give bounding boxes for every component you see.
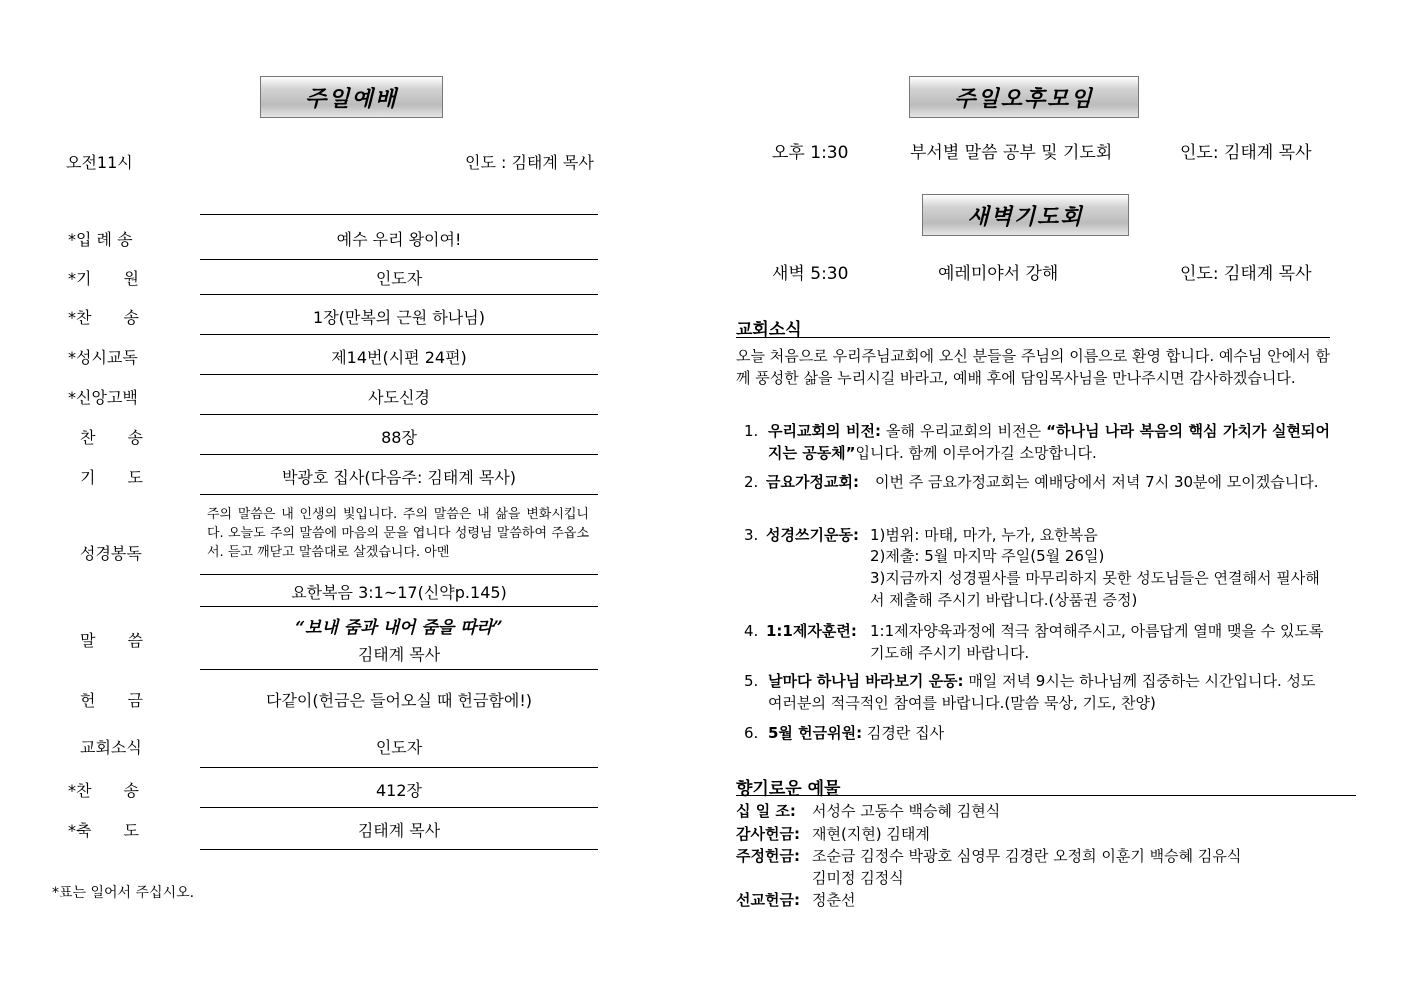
- news-item-title: 날마다 하나님 바라보기 운동:: [768, 672, 964, 690]
- offering-names: 정춘선: [812, 891, 856, 909]
- offering-label: 감사헌금:: [736, 825, 800, 843]
- sermon-title: “보내 줌과 내어 줌을 따라”: [295, 618, 503, 638]
- worship-title: 주일예배: [260, 76, 443, 118]
- news-item-committee: [768, 722, 944, 744]
- divider: [736, 795, 1356, 796]
- divider: [200, 259, 598, 260]
- news-item-number: 6.: [744, 724, 759, 742]
- offerings-heading: 향기로운 예물: [736, 779, 841, 799]
- order-label: *찬 송: [68, 308, 139, 327]
- offering-label: 선교헌금:: [736, 891, 800, 909]
- divider: [200, 374, 598, 375]
- divider: [200, 414, 598, 415]
- scripture-reference: 요한복음 3:1~17(신약p.145): [291, 583, 507, 602]
- dawn-desc: 예레미야서 강해: [938, 264, 1059, 284]
- order-content: 88장: [381, 428, 417, 447]
- news-item-text: 이번 주 금요가정교회는 예배당에서 저녁 7시 30분에 모이겠습니다.: [875, 473, 1319, 491]
- news-intro: 오늘 처음으로 우리주님교회에 오신 분들을 주님의 이름으로 환영 합니다. 예수님 안에서 함께 풍성한 삶을 누리시길 바라고, 예배 후에 담임목사님을 만나주시면 감사하겠습니다.: [736, 347, 1330, 387]
- offering-names: 재현(지현) 김태계: [812, 825, 930, 843]
- order-content: 인도자: [375, 738, 423, 757]
- news-item-number: 3.: [744, 526, 759, 544]
- news-item-text: 1:1제자양육과정에 적극 참여해주시고, 아름답게 열매 맺을 수 있도록 기도해 주시기 바랍니다.: [870, 622, 1324, 662]
- worship-leader: 인도 : 김태계 목사: [465, 153, 594, 172]
- news-item-text: 입니다. 함께 이루어가길 소망합니다.: [855, 444, 1097, 462]
- news-item-daily: [768, 670, 1330, 714]
- dawn-leader: 인도: 김태계 목사: [1180, 264, 1312, 284]
- order-content: 인도자: [375, 269, 423, 288]
- afternoon-time: 오후 1:30: [772, 143, 849, 163]
- divider: [736, 337, 1330, 338]
- order-label: 찬 송: [80, 428, 143, 447]
- divider: [200, 294, 598, 295]
- order-content: 사도신경: [368, 388, 430, 407]
- footnote: *표는 일어서 주십시오.: [52, 885, 195, 901]
- offering-label: 십 일 조:: [736, 802, 796, 820]
- afternoon-desc: 부서별 말씀 공부 및 기도회: [910, 143, 1113, 163]
- news-heading: 교회소식: [736, 320, 802, 340]
- order-content: 제14번(시편 24편): [331, 348, 467, 367]
- divider: [200, 767, 598, 768]
- order-label: *신앙고백: [68, 388, 138, 407]
- news-item-title: 1:1제자훈련:: [766, 622, 857, 640]
- sermon-preacher: 김태계 목사: [357, 645, 441, 664]
- divider: [200, 574, 598, 575]
- divider: [200, 334, 598, 335]
- order-label: 말 씀: [80, 631, 143, 650]
- divider: [200, 606, 598, 607]
- order-label: 성경봉독: [80, 544, 142, 563]
- divider: [200, 807, 598, 808]
- news-item-number: 5.: [744, 672, 759, 690]
- news-item-line: 1)범위: 마태, 마가, 누가, 요한복음: [870, 526, 1098, 544]
- news-item-number: 4.: [744, 622, 759, 640]
- order-label: *축 도: [68, 821, 139, 840]
- news-item-title: 성경쓰기운동:: [766, 526, 859, 544]
- news-item-line: 2)제출: 5월 마지막 주일(5월 26일): [870, 547, 1105, 565]
- offering-names: 조순금 김정수 박광호 심영무 김경란 오정희 이훈기 백승혜 김유식: [812, 847, 1242, 865]
- afternoon-title: 주일오후모임: [909, 76, 1139, 118]
- news-item-title: 우리교회의 비전:: [768, 422, 881, 440]
- order-content: 1장(만복의 근원 하나님): [313, 308, 485, 327]
- divider: [200, 494, 598, 495]
- order-content: 예수 우리 왕이여!: [336, 230, 462, 249]
- news-item-title: 금요가정교회:: [766, 473, 859, 491]
- dawn-title: 새벽기도회: [922, 194, 1129, 236]
- news-item-vision: [768, 420, 1330, 464]
- vision-statement: “하나님 나라 복음의 핵심 가치가 실현되어지는 공동체”: [768, 422, 1330, 462]
- offering-names: 김미정 김정식: [812, 869, 904, 887]
- order-label: *성시교독: [68, 348, 138, 367]
- order-content: 박광호 집사(다음주: 김태계 목사): [281, 468, 517, 487]
- order-label: *찬 송: [68, 781, 139, 800]
- divider: [200, 849, 598, 850]
- order-label: *입 례 송: [68, 230, 133, 249]
- news-item-text: 올해 우리교회의 비전은: [880, 422, 1047, 440]
- order-content: 412장: [376, 781, 422, 800]
- news-item-text: 김경란 집사: [862, 724, 945, 742]
- order-label: *기 원: [68, 269, 139, 288]
- order-content: 다같이(헌금은 들어오실 때 헌금함에!): [266, 691, 532, 710]
- divider: [200, 669, 598, 670]
- order-label: 기 도: [80, 468, 143, 487]
- worship-time: 오전11시: [66, 153, 133, 172]
- news-item-text: 매일 저녁 9시는 하나님께 집중하는 시간입니다. 성도 여러분의 적극적인 참여를 바랍니다.(말씀 묵상, 기도, 찬양): [768, 672, 1316, 712]
- news-item-line: 3)지금까지 성경필사를 마무리하지 못한 성도님들은 연결해서 필사해서 제출해 주시기 바랍니다.(상품권 증정): [870, 569, 1320, 609]
- scripture-prayer: 주의 말씀은 내 인생의 빛입니다. 주의 말씀은 내 삶을 변화시킵니다. 오늘도 주의 말씀에 마음의 문을 엽니다 성령님 말씀하여 주옵소서. 듣고 깨닫고 말씀대로 살겠습니다. 아멘: [207, 507, 589, 560]
- offering-label: 주정헌금:: [736, 847, 800, 865]
- news-item-number: 1.: [744, 422, 759, 440]
- afternoon-leader: 인도: 김태계 목사: [1180, 143, 1312, 163]
- divider: [200, 214, 598, 215]
- order-content: 김태계 목사: [357, 821, 441, 840]
- news-item-title: 5월 헌금위원:: [768, 724, 863, 742]
- divider: [200, 454, 598, 455]
- order-label: 교회소식: [80, 738, 142, 757]
- dawn-time: 새벽 5:30: [772, 264, 849, 284]
- news-item-number: 2.: [744, 473, 759, 491]
- offering-names: 서성수 고동수 백승혜 김현식: [812, 802, 1001, 820]
- order-label: 헌 금: [80, 691, 143, 710]
